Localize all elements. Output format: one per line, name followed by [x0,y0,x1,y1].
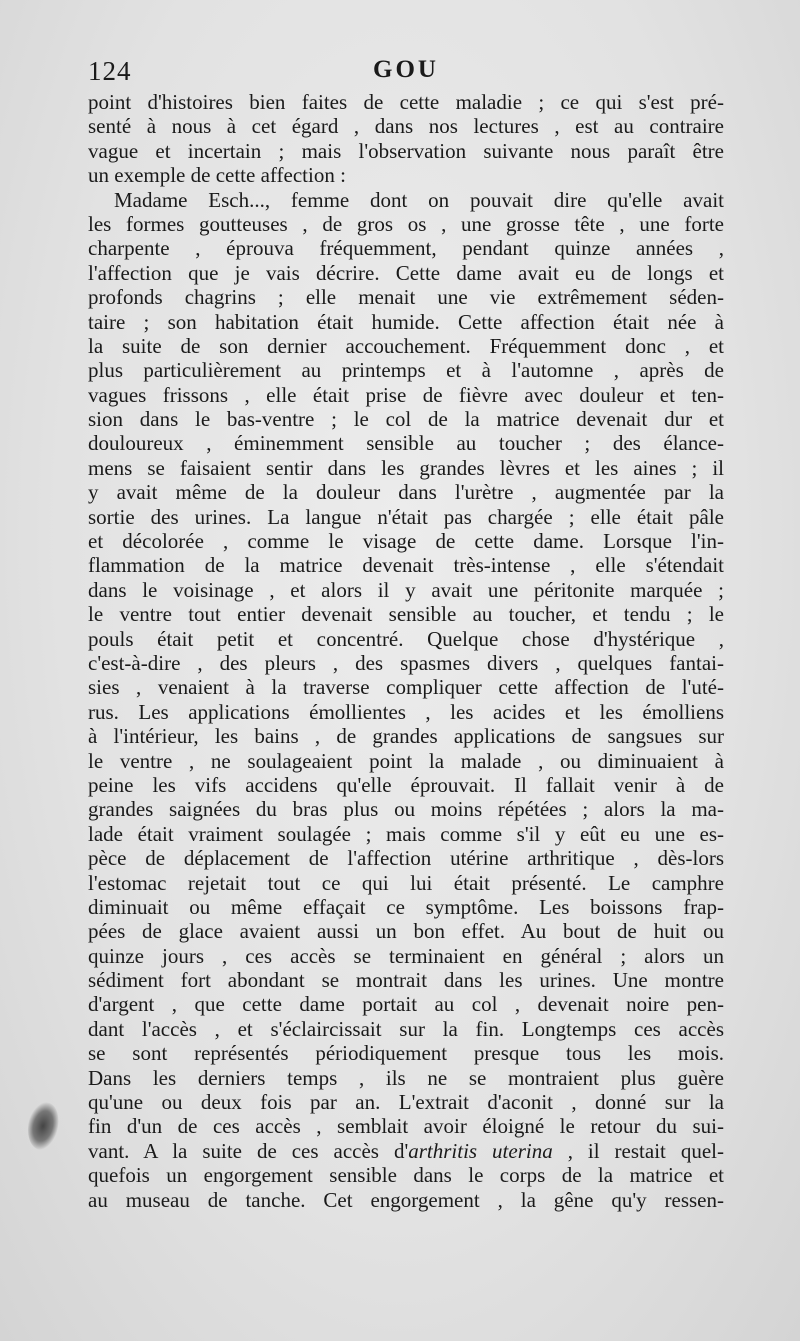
text-line: peine les vifs accidens qu'elle éprouvait. Il fallait venir à de [88,772,724,797]
text-line: vagues frissons , elle était prise de fièvre avec douleur et ten- [88,382,724,407]
page-number: 124 [88,56,132,86]
text-line: sies , venaient à la traverse compliquer cette affection de l'uté- [88,675,724,700]
text-line: plus particulièrement au printemps et à l'automne , après de [88,358,724,383]
text-line: pèce de déplacement de l'affection utérine arthritique , dès-lors [88,846,724,871]
text-line: douloureux , éminemment sensible au toucher ; des élance- [88,431,724,456]
text-line: se sont représentés périodiquement presque tous les mois. [88,1041,724,1066]
text-line: flammation de la matrice devenait très-intense , elle s'étendait [88,553,724,578]
text-line: le ventre , ne soulageaient point la malade , ou diminuaient à [88,748,724,773]
text-line: profonds chagrins ; elle menait une vie extrêmement séden- [88,285,724,310]
text-line: sion dans le bas-ventre ; le col de la matrice devenait dur et [88,407,724,432]
ink-smudge-mark [22,1099,63,1153]
text-line: lade était vraiment soulagée ; mais comme s'il y eût eu une es- [88,821,724,846]
text-line: quinze jours , ces accès se terminaient en général ; alors un [88,943,724,968]
text-line: taire ; son habitation était humide. Cette affection était née à [88,309,724,334]
text-line: pouls était petit et concentré. Quelque chose d'hystérique , [88,626,724,651]
text-line: Madame Esch..., femme dont on pouvait dire qu'elle avait [114,187,724,212]
text-line: à l'intérieur, les bains , de grandes applications de sangsues sur [88,724,724,749]
text-line: et décolorée , comme le visage de cette dame. Lorsque l'in- [88,529,724,554]
text-line: la suite de son dernier accouchement. Fréquemment donc , et [88,333,724,358]
text-line: l'estomac rejetait tout ce qui lui était présenté. Le camphre [88,870,724,895]
text-line: les formes goutteuses , de gros os , une grosse tête , une forte [88,211,724,236]
text-line: d'argent , que cette dame portait au col , devenait noire pen- [88,992,724,1017]
text-line: diminuait ou même effaçait ce symptôme. Les boissons frap- [88,894,724,919]
text-line: rus. Les applications émollientes , les acides et les émolliens [88,699,724,724]
text-line: qu'une ou deux fois par an. L'extrait d'aconit , donné sur la [88,1090,724,1115]
text-line: quefois un engorgement sensible dans le corps de la matrice et [88,1163,724,1188]
text-line: mens se faisaient sentir dans les grandes lèvres et les aines ; il [88,455,724,480]
italic-term: arthritis uterina [408,1138,553,1163]
text-line: y avait même de la douleur dans l'urètre , augmentée par la [88,480,724,505]
text-line: senté à nous à cet égard , dans nos lectures , est au contraire [88,114,724,139]
text-segment: , il restait quel- [552,1138,724,1163]
text-line: sédiment fort abondant se montrait dans les urines. Une montre [88,968,724,993]
text-line: un exemple de cette affection : [88,163,346,188]
text-line: pées de glace avaient aussi un bon effet. Au bout de huit ou [88,919,724,944]
text-line: sortie des urines. La langue n'était pas chargée ; elle était pâle [88,504,724,529]
page-header [88,56,724,90]
text-line: point d'histoires bien faites de cette maladie ; ce qui s'est pré- [88,90,724,114]
text-line: charpente , éprouva fréquemment, pendant quinze années , [88,236,724,261]
text-line: grandes saignées du bras plus ou moins répétées ; alors la ma- [88,797,724,822]
text-line: dans le voisinage , et alors il y avait une péritonite marquée ; [88,577,724,602]
text-line: l'affection que je vais décrire. Cette dame avait eu de longs et [88,260,724,285]
text-line: vague et incertain ; mais l'observation suivante nous paraît être [88,138,724,163]
body-text [88,90,724,1212]
text-line: Dans les derniers temps , ils ne se montraient plus guère [88,1065,724,1090]
text-line-mixed [88,1139,724,1163]
text-line: c'est-à-dire , des pleurs , des spasmes divers , quelques fantai- [88,650,724,675]
running-head: GOU [373,56,439,83]
text-line: le ventre tout entier devenait sensible au toucher, et tendu ; le [88,602,724,627]
text-line: au museau de tanche. Cet engorgement , la gêne qu'y ressen- [88,1187,724,1212]
text-line: dant l'accès , et s'éclaircissait sur la fin. Longtemps ces accès [88,1016,724,1041]
text-line: fin d'un de ces accès , semblait avoir éloigné le retour du sui- [88,1114,724,1139]
text-segment: vant. A la suite de ces accès d' [88,1138,409,1163]
